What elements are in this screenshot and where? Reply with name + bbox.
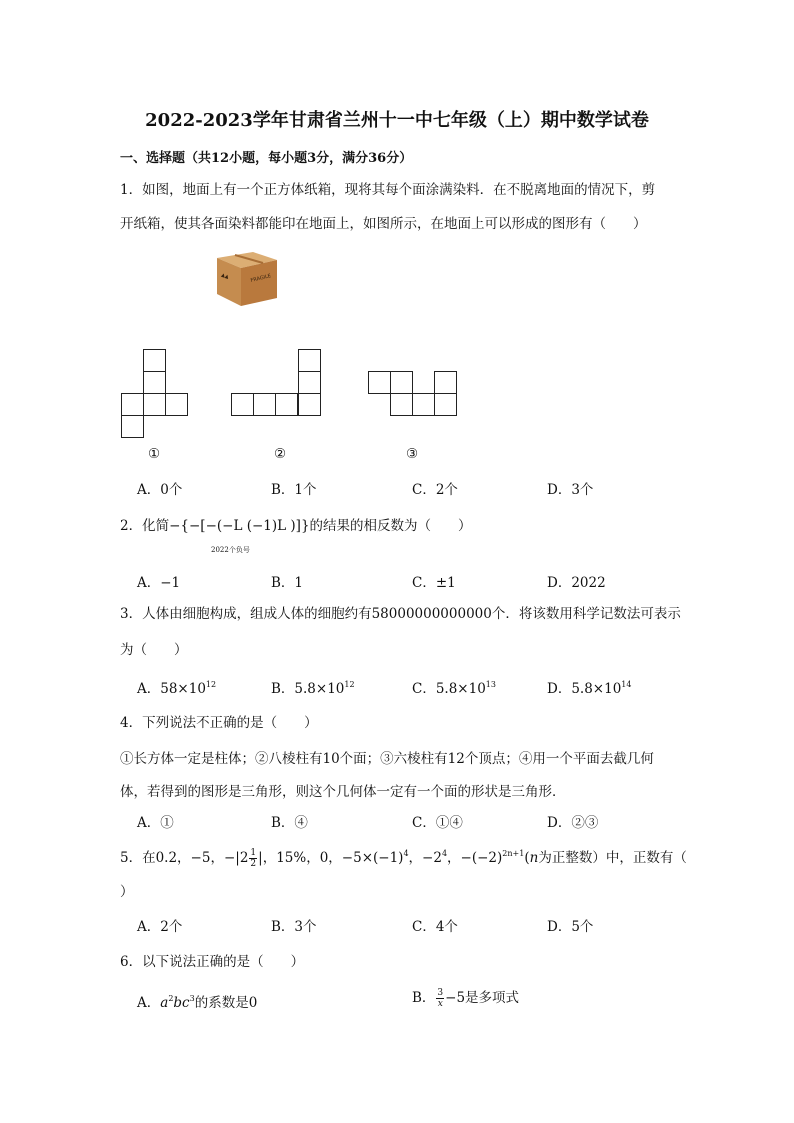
figure-label-1: ① [148, 446, 161, 462]
q3-option-a: A．$58\times 10^{12}$ [137, 680, 217, 697]
figure-label-2: ② [274, 446, 287, 462]
q4-line1: 4．下列说法不正确的是（ ） [120, 715, 318, 731]
q2-brace-note: 2022个负号 [211, 546, 250, 554]
q3-option-b: B．$5.8\times 10^{12}$ [271, 680, 355, 697]
q4-option-b: B．④ [271, 815, 308, 831]
q5-option-c: C．4个 [412, 919, 458, 935]
fragile-arrow-icon: ▲▲ [220, 272, 230, 281]
q3-line1: 3．人体由细胞构成，组成人体的细胞约有58000000000000个．将该数用科学记数法可表示 [120, 606, 681, 622]
q4-option-d: D．②③ [547, 815, 599, 831]
q2-option-d: D．2022 [547, 575, 606, 591]
q1-option-c: C．2个 [412, 482, 458, 498]
q6-option-b: B． $\frac{3}{x}$ −5是多项式 [412, 988, 520, 1009]
q2-option-c: C．±1 [412, 575, 456, 591]
q2-option-a: A．−1 [137, 575, 181, 591]
q1-line1: 1．如图，地面上有一个正方体纸箱，现将其每个面涂满染料．在不脱离地面的情况下，剪 [120, 182, 656, 198]
q6-option-a: A．$a^2bc^3$的系数是0 [137, 994, 258, 1011]
cardboard-box-image [213, 248, 281, 310]
q1-option-b: B．1个 [271, 482, 317, 498]
q1-line2: 开纸箱，使其各面染料都能印在地面上，如图所示，在地面上可以形成的图形有（ ） [120, 216, 647, 232]
q2-stem [120, 514, 472, 534]
q6-line1: 6．以下说法正确的是（ ） [120, 954, 305, 970]
box-label: FRAGILE [250, 273, 272, 284]
q2-option-b: B．1 [271, 575, 304, 591]
q4-option-c: C．①④ [412, 815, 463, 831]
exam-title: 2022-2023学年甘肃省兰州十一中七年级（上）期中数学试卷 [145, 110, 649, 131]
figure-label-3: ③ [406, 446, 419, 462]
q5-option-b: B．3个 [271, 919, 317, 935]
q5-stem: 5．在0.2，−5，−|2 $\frac{1}{2}$ |，15%，0，$-5\times(-1)^4$，$-2^4$，$-(-2)^{2n+1}(n$为正整数）中，正数有（ [120, 848, 687, 869]
q5-option-a: A．2个 [137, 919, 183, 935]
q4-line2: ①长方体一定是柱体；②八棱柱有10个面；③六棱柱有12个顶点；④用一个平面去截几何 [120, 751, 654, 767]
q5-line2: ） [120, 884, 134, 900]
q6-fraction: $\frac{3}{x}$ [437, 988, 444, 1009]
q2-prefix: 2．化简 [120, 518, 170, 534]
q4-option-a: A．① [137, 815, 174, 831]
q5-fraction: $\frac{1}{2}$ [250, 848, 257, 869]
q3-option-d: D．$5.8\times 10^{14}$ [547, 680, 632, 697]
q1-option-d: D．3个 [547, 482, 594, 498]
q4-line3: 体，若得到的图形是三角形，则这个几何体一定有一个面的形状是三角形． [120, 784, 566, 800]
q1-option-a: A．0个 [137, 482, 183, 498]
q2-expression: −{−[−(−L (−1)L )]} [169, 518, 310, 534]
section-heading: 一、选择题（共12小题，每小题3分，满分36分） [120, 151, 413, 166]
q2-suffix: 的结果的相反数为（ ） [309, 518, 472, 534]
q5-option-d: D．5个 [547, 919, 594, 935]
q3-option-c: C．$5.8\times 10^{13}$ [412, 680, 496, 697]
q3-line2: 为（ ） [120, 642, 188, 658]
